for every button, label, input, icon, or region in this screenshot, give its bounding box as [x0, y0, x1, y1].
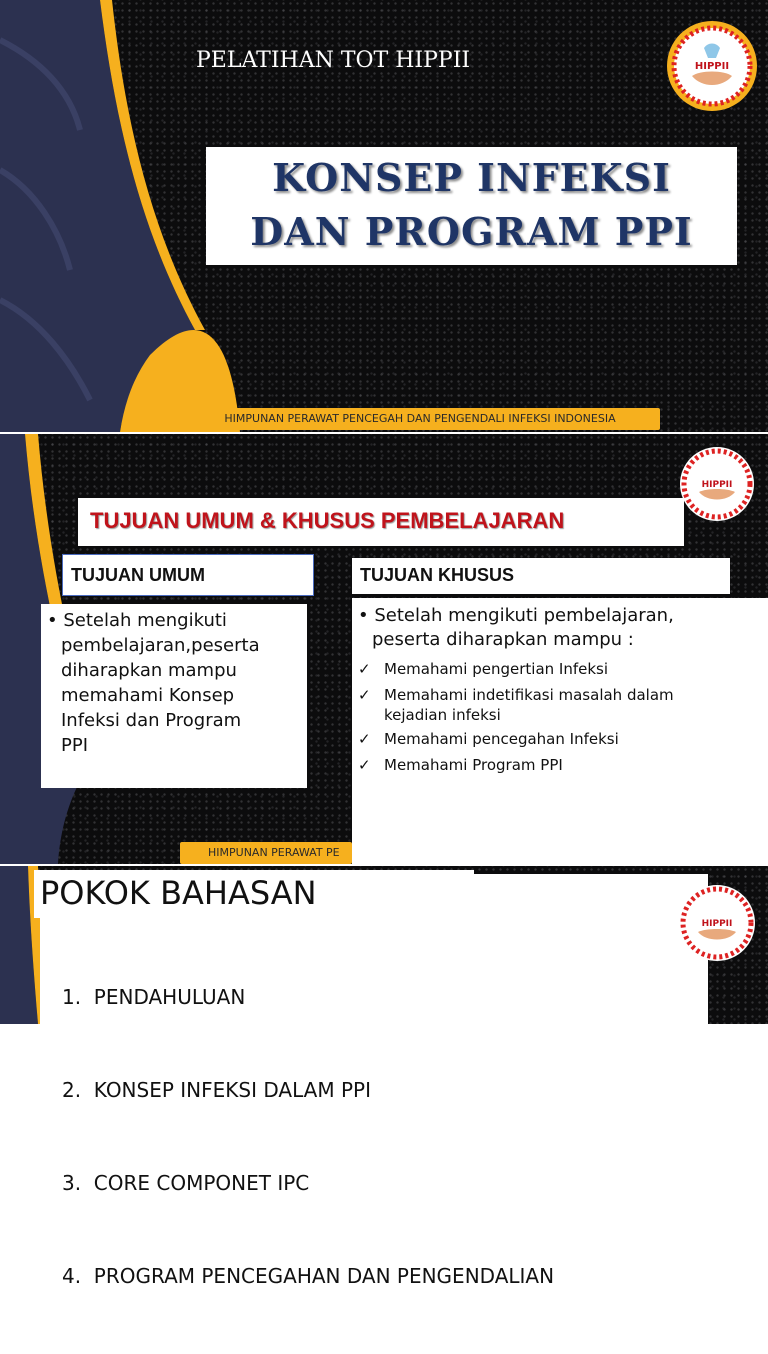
- hippii-logo: [664, 18, 760, 114]
- hippii-logo-icon: [676, 882, 758, 964]
- checkmark-icon: ✓: [358, 686, 371, 704]
- slide-1-header: PELATIHAN TOT HIPPII: [196, 48, 471, 73]
- khusus-item-text: Memahami pencegahan Infeksi: [384, 730, 619, 748]
- slide-3: [0, 866, 768, 1288]
- khusus-intro-line: peserta diharapkan mampu :: [372, 629, 634, 650]
- tujuan-khusus-heading-box: [352, 558, 730, 594]
- tujuan-umum-heading-box: [62, 554, 314, 596]
- pokok-item: 2. KONSEP INFEKSI DALAM PPI: [62, 1078, 371, 1102]
- slide-3-title-box: [34, 870, 474, 918]
- checkmark-icon: ✓: [358, 730, 371, 748]
- khusus-item-text: Memahami pengertian Infeksi: [384, 660, 609, 678]
- khusus-item-text: kejadian infeksi: [384, 706, 501, 724]
- pokok-item: 1. PENDAHULUAN: [62, 985, 246, 1009]
- umum-line: diharapkan mampu: [61, 660, 237, 681]
- umum-line: PPI: [61, 735, 89, 756]
- slide-1-footer-band: HIMPUNAN PERAWAT PENCEGAH DAN PENGENDALI INFEKSI INDONESIA: [180, 408, 660, 430]
- khusus-item: [358, 656, 674, 682]
- khusus-item: [358, 752, 674, 778]
- slide-1-title-line-2: DAN PROGRAM PPI: [250, 209, 693, 254]
- tujuan-khusus-heading: TUJUAN KHUSUS: [360, 565, 515, 585]
- umum-line: pembelajaran,peserta: [61, 635, 260, 656]
- hippii-logo-icon: [677, 444, 757, 524]
- slide-2-footer-band: [180, 842, 352, 864]
- khusus-intro-line: • Setelah mengikuti pembelajaran,: [358, 605, 674, 626]
- pokok-item: 4. PROGRAM PENCEGAHAN DAN PENGENDALIAN: [62, 1264, 555, 1288]
- slide-1: [0, 0, 768, 432]
- slide-2-title-box: [78, 498, 684, 546]
- slide-1-title-box: [206, 147, 737, 265]
- umum-line: Infeksi dan Program: [61, 710, 242, 731]
- umum-line: memahami Konsep: [61, 685, 235, 706]
- hippii-logo-2: [677, 444, 757, 524]
- slide-2: [0, 434, 768, 864]
- khusus-item-text: Memahami Program PPI: [384, 756, 563, 774]
- hippii-logo-icon: [664, 18, 760, 114]
- umum-line: • Setelah mengikuti: [47, 610, 227, 631]
- slide-2-footer-text: HIMPUNAN PERAWAT PE: [208, 846, 340, 859]
- pokok-item: 3. CORE COMPONET IPC: [62, 1171, 310, 1195]
- logo-text: HIPPII: [694, 61, 730, 72]
- hippii-logo-3: [676, 882, 758, 964]
- khusus-item: [358, 726, 674, 752]
- tujuan-umum-body: [41, 604, 307, 788]
- khusus-item-text: Memahami indetifikasi masalah dalam: [384, 686, 674, 704]
- checkmark-icon: ✓: [358, 756, 371, 774]
- logo-text: HIPPII: [701, 919, 733, 929]
- logo-text: HIPPII: [701, 480, 733, 490]
- slide-1-title-line-1: KONSEP INFEKSI: [272, 155, 671, 200]
- checkmark-icon: ✓: [358, 660, 371, 678]
- slide-2-title: TUJUAN UMUM & KHUSUS PEMBELAJARAN: [90, 508, 565, 533]
- slide-3-title: POKOK BAHASAN: [40, 874, 317, 912]
- tujuan-khusus-body: [352, 598, 768, 864]
- tujuan-umum-heading: TUJUAN UMUM: [71, 565, 205, 585]
